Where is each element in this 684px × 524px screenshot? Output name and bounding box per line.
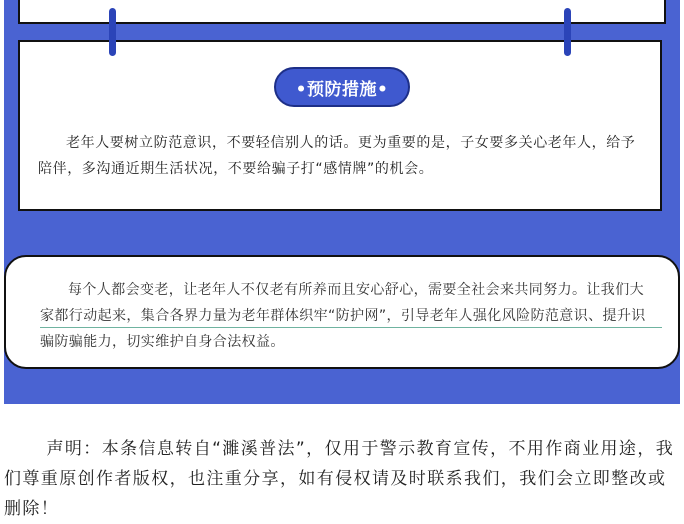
binder-ring-left — [109, 8, 116, 56]
prevention-card — [18, 40, 662, 211]
appeal-text: 每个人都会变老，让老年人不仅老有所养而且安心舒心，需要全社会来共同努力。让我们大家都行动起来，集合各界力量为老年群体织牢“防护网”，引导老年人强化风险防范意识、提升识骗防骗能力，切实维护自身合法权益。 — [40, 282, 646, 350]
prevention-text: 老年人要树立防范意识，不要轻信别人的话。更为重要的是，子女要多关心老年人，给予陪伴，多沟通近期生活状况，不要给骗子打“感情牌”的机会。 — [38, 135, 636, 177]
prevention-badge: •预防措施• — [274, 67, 410, 107]
binder-ring-right — [564, 8, 571, 56]
appeal-card — [4, 255, 680, 369]
disclaimer-statement: 声明：本条信息转自“濉溪普法”，仅用于警示教育宣传，不用作商业用途，我们尊重原创作者版权，也注重分享，如有侵权请及时联系我们，我们会立即整改或删除！ — [4, 439, 675, 519]
